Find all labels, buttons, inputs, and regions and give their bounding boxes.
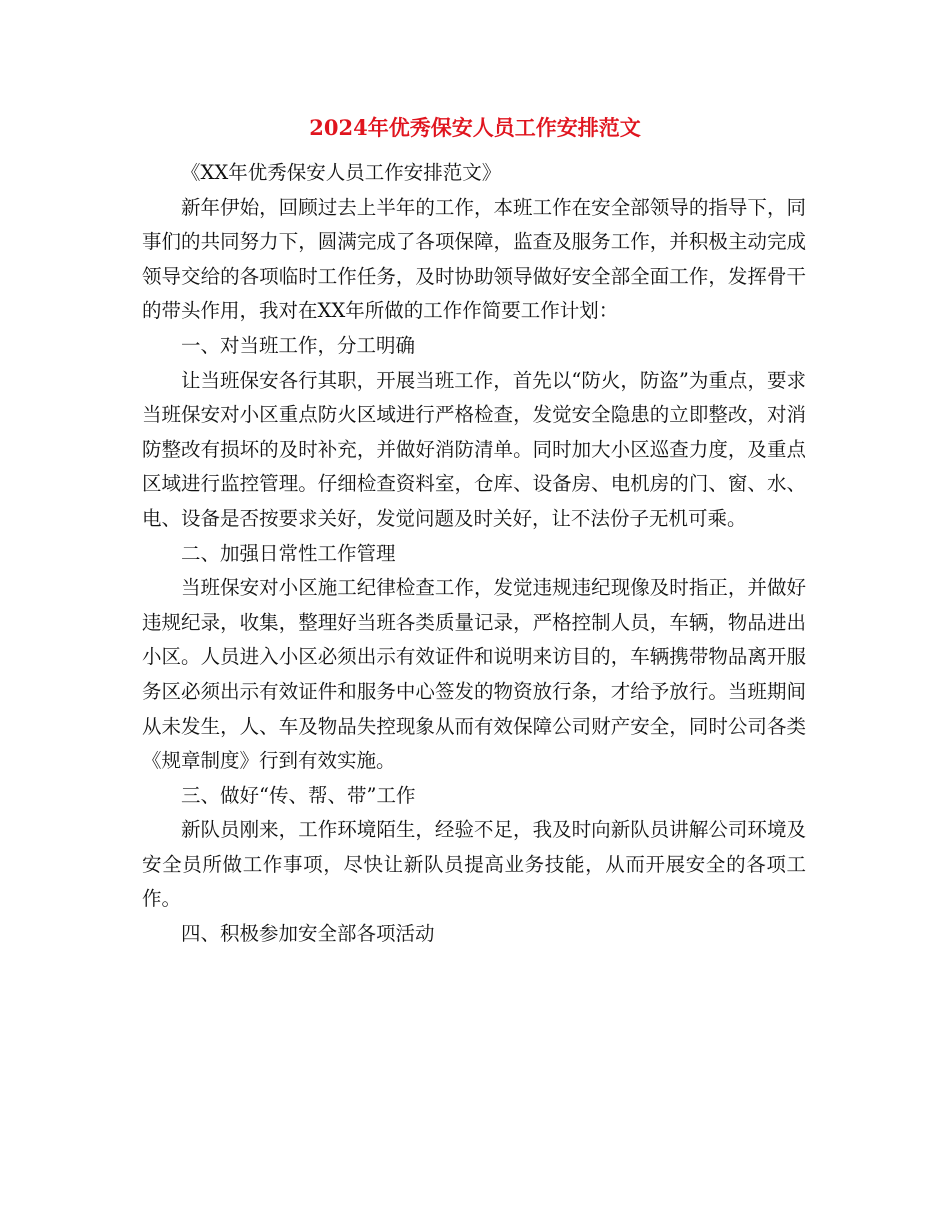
section-heading-3: 三、做好“传、帮、带”工作 bbox=[181, 783, 416, 807]
document-body bbox=[142, 156, 806, 952]
paragraph-subtitle: 《XX年优秀保安人员工作安排范文》 bbox=[181, 161, 502, 184]
paragraph-section-2: 当班保安对小区施工纪律检查工作，发觉违规违纪现像及时指正，并做好违规纪录，收集，整理好当班各类质量记录，严格控制人员，车辆，物品进出小区。人员进入小区必须出示有效证件和说明来访目的，车辆携带物品离开服务区必须出示有效证件和服务中心签发的物资放行条，才给予放行。当班期间从未发生，人、车及物品失控现象从而有效保障公司财产安全，同时公司各类《规章制度》行到有效实施。 bbox=[142, 576, 806, 773]
paragraph-intro: 新年伊始，回顾过去上半年的工作，本班工作在安全部领导的指导下，同事们的共同努力下，圆满完成了各项保障，监查及服务工作，并积极主动完成领导交给的各项临时工作任务，及时协助领导做好安全部全面工作，发挥骨干的带头作用，我对在XX年所做的工作作简要工作计划： bbox=[142, 195, 806, 323]
paragraph-section-3: 新队员刚来，工作环境陌生，经验不足，我及时向新队员讲解公司环境及安全员所做工作事项，尽快让新队员提高业务技能，从而开展安全的各项工作。 bbox=[142, 818, 806, 911]
section-heading-1: 一、对当班工作，分工明确 bbox=[181, 333, 416, 357]
document-title: 2024年优秀保安人员工作安排范文 bbox=[309, 115, 641, 140]
section-heading-4: 四、积极参加安全部各项活动 bbox=[181, 922, 435, 946]
section-heading-2: 二、加强日常性工作管理 bbox=[181, 541, 396, 565]
paragraph-section-1: 让当班保安各行其职，开展当班工作，首先以“防火，防盗”为重点，要求当班保安对小区重点防火区域进行严格检查，发觉安全隐患的立即整改，对消防整改有损坏的及时补充，并做好消防清单。同时加大小区巡查力度，及重点区域进行监控管理。仔细检查资料室，仓库、设备房、电机房的门、窗、水、电、设备是否按要求关好，发觉问题及时关好，让不法份子无机可乘。 bbox=[142, 368, 806, 530]
